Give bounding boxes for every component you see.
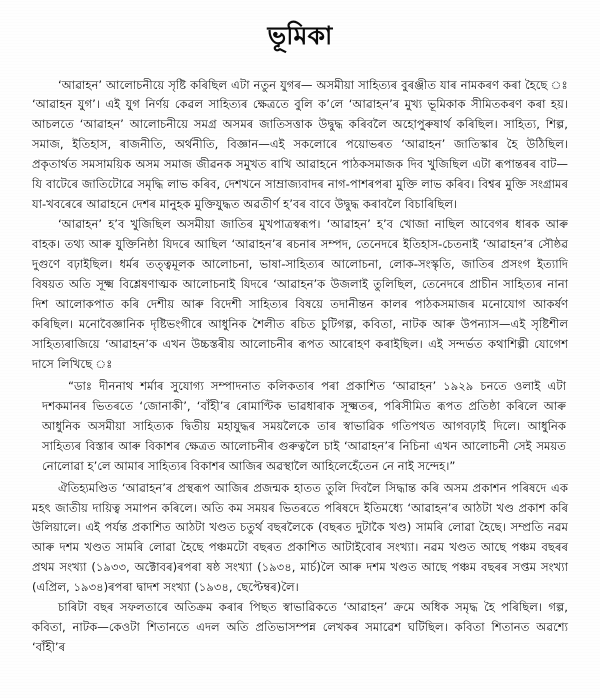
paragraph-5: চাৰিটা বছৰ সফলতাৰে অতিক্ৰম কৰাৰ পিছত স্বাভাৱিকতে ‘আৱাহন’ ক্ৰমে অধিক সমৃদ্ধ হৈ পৰিছিল। গল্প, কবিতা, নাটক—কেওটা শিতানতে এদল অতি প্ৰতিভাসম্পন্ন লেখকৰ সমাৱেশ ঘটিছিল। কবিতা শিতানত অৱশ্যে ‘বাঁহী’ৰ <box>32 600 568 655</box>
page-title: ভূমিকা <box>267 21 333 50</box>
paragraph-1: ‘আৱাহন’ আলোচনীয়ে সৃষ্টি কৰিছিল এটা নতুন যুগৰ— অসমীয়া সাহিত্যৰ বুৰঞ্জীত যাৰ নামকৰণ কৰা হৈছে ঃ ‘আৱাহন যুগ’। এই যুগ নিৰ্ণয় কেৱল সাহিত্যৰ ক্ষেত্ৰতে বুলি ক’লে ‘আৱাহন’ৰ মুখ্য ভূমিকাক সীমিতকৰণ কৰা হয়। আচলতে ‘আৱাহন’ আলোচনীয়ে সমগ্র অসমৰ জাতিসত্তাক উদ্বুদ্ধ কৰিবলৈ অহোপুৰুষাৰ্থ কৰিছিল। সাহিত্য, শিল্প, সমাজ, ইতিহাস, ৰাজনীতি, অৰ্থনীতি, বিজ্ঞান—এই সকলোৰে পয়োভৰত ‘আৱাহন’ জাতিস্কাৰ হৈ উঠিছিল। প্ৰকৃতাৰ্থত সমসাময়িক অসম সমাজ জীৱনক সমুখত ৰাখি আৱাহনে পাঠকসমাজক দিব খুজিছিল এটা ৰূপান্তৰৰ বাট—যি বাটেৰে জাতিটোৱে সমৃদ্ধি লাভ কৰিব, দেশখনে সাম্ৰাজ্যবাদৰ নাগ-পাশৰপৰা মুক্তি লাভ কৰিব। বিশ্বৰ মুক্তি সংগ্ৰামৰ যা-খবৰেৰে আৱাহনে দেশৰ মানুহক মুক্তিযুদ্ধত অৱতীৰ্ণ হ’বৰ বাবে উদ্বুদ্ধ কৰাবলৈ বিচাৰিছিল। <box>32 77 568 212</box>
paragraph-2: ‘আৱাহন’ হ’ব খুজিছিল অসমীয়া জাতিৰ মুখপাত্ৰস্বৰূপ। ‘আৱাহন’ হ’ব খোজা নাছিল আবেগৰ ধাৰক আৰু বাহক। তথ্য আৰু যুক্তিনিষ্ঠা যিদৰে আছিল ‘আৱাহন’ৰ ৰচনাৰ সম্পদ, তেনেদৰে ইতিহাস-চেতনাই ‘আৱাহন’ৰ সৌষ্ঠৱ দুগুণে বঢ়াইছিল। ধৰ্মৰ তত্ত্বমূলক আলোচনা, ভাষা-সাহিত্যৰ আলোচনা, লোক-সংস্কৃতি, জাতিৰ প্ৰসংগ ইত্যাদি বিষয়ত অতি সূক্ষ্ম বিশ্লেষণাত্মক আলোচনাই যিদৰে ‘আৱাহন’ক উজলাই তুলিছিল, তেনেদৰে প্ৰাচীন সাহিত্যৰ নানা দিশ আলোকপাত কৰি দেশীয় আৰু বিদেশী সাহিত্যৰ বিষয়ে তদানীন্তন কালৰ পাঠকসমাজৰ মনোযোগ আকৰ্ষণ কৰিছিল। মনোবৈজ্ঞানিক দৃষ্টিভংগীৰে আধুনিক শৈলীত ৰচিত চুটিগল্প, কবিতা, নাটক আৰু উপন্যাস—এই সৃষ্টিশীল সাহিত্যৰাজিয়ে ‘আৱাহন’ক এখন উচ্চস্তৰীয় আলোচনীৰ ৰূপত আৰোহণ কৰাইছিল। এই সন্দৰ্ভত কথাশিল্পী যোগেশ দাসে লিখিছে ঃ <box>32 217 568 371</box>
paragraph-4: ঐতিহ্যমণ্ডিত ‘আৱাহন’ৰ প্ৰস্থৰূপ আজিৰ প্ৰজন্মক হাতত তুলি দিবলৈ সিদ্ধান্ত কৰি অসম প্ৰকাশন পৰিষদে এক মহৎ জাতীয় দায়িত্ব সমাপন কৰিলে। অতি কম সময়ৰ ভিতৰতে পৰিষদে ইতিমধ্যে ‘আৱাহন’ৰ আঠটা খণ্ড প্ৰকাশ কৰি উলিয়ালে। এই পৰ্যন্ত প্ৰকাশিত আঠটা খণ্ডত চতুৰ্থ বছৰলৈকে (বছৰত দুটাকৈ খণ্ড) সামৰি লোৱা হৈছে। সম্প্ৰতি নৱম আৰু দশম খণ্ডত সামৰি লোৱা হৈছে পঞ্চমটো বছৰত প্ৰকাশিত আটাইবোৰ সংখ্যা। নৱম খণ্ডত আছে পঞ্চম বছৰৰ প্ৰথম সংখ্যা (১৯৩৩, অক্টোবৰ)ৰপৰা ষষ্ঠ সংখ্যা (১৯৩৪, মাৰ্চ)লৈ আৰু দশম খণ্ডত আছে পঞ্চম বছৰৰ সপ্তম সংখ্যা (এপ্ৰিল, ১৯৩৪)ৰপৰা দ্বাদশ সংখ্যা (১৯৩৪, ছেপ্টেম্বৰ)লৈ। <box>32 480 568 595</box>
block-quote-yogesh-das: “ডাঃ দীননাথ শৰ্মাৰ সুযোগ্য সম্পাদনাত কলিকতাৰ পৰা প্ৰকাশিত ‘আৱাহন’ ১৯২৯ চনতে ওলাই এটা দশকমানৰ ভিতৰতে ‘জোনাকী’, ‘বাঁহী’ৰ ৰোমাণ্টিক ভাৱধাৰাক সূক্ষ্মতৰ, পৰিসীমিত ৰূপত প্ৰতিষ্ঠা কৰিলে আৰু আধুনিক অসমীয়া সাহিত্যক দ্বিতীয় মহাযুদ্ধৰ সময়লৈকে তাৰ স্বাভাৱিক গতিপথত আগবঢ়াই দিলে। আধুনিক সাহিত্যৰ বিস্তাৰ আৰু বিকাশৰ ক্ষেত্ৰত আলোচনীৰ গুৰুত্বলৈ চাই ‘আৱাহন’ৰ নিচিনা এখন আলোচনী সেই সময়ত নোলোৱা হ’লে আমাৰ সাহিত্যৰ বিকাশৰ আজিৰ অৱস্থালৈ আহিলেহেঁতেন নে নাই সন্দেহ।” <box>42 378 566 473</box>
document-body <box>0 76 600 659</box>
